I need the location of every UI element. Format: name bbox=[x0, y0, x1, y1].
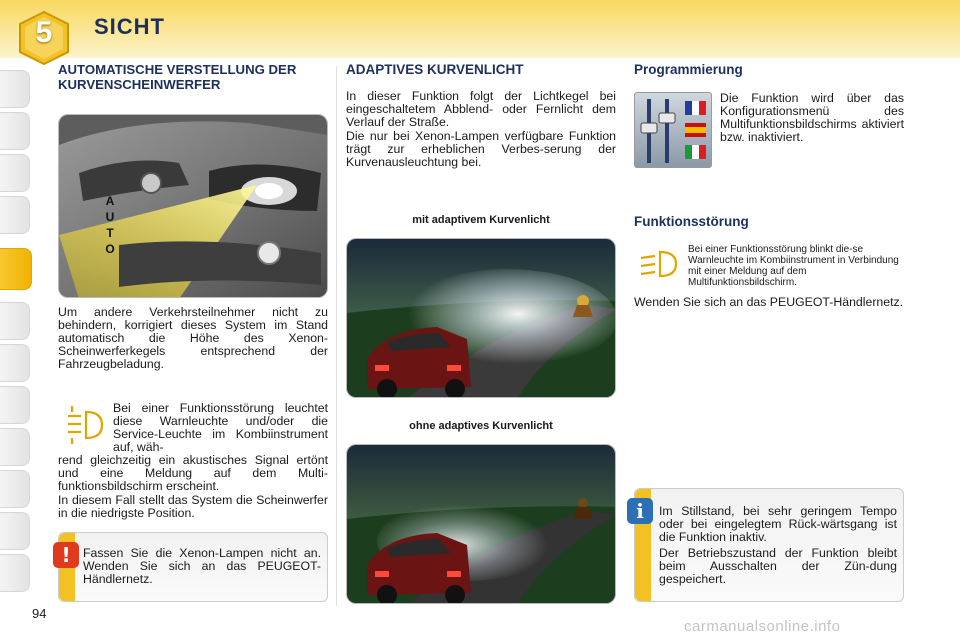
side-tab-2[interactable] bbox=[0, 112, 30, 150]
page-number: 94 bbox=[32, 606, 47, 621]
malfunction-title: Funktionsstörung bbox=[634, 214, 749, 229]
programming-text: Die Funktion wird über das Konfigurationsmenü des Multifunktionsbildschirms aktiviert bzw. inaktiviert. bbox=[720, 91, 904, 144]
flag-spain-icon bbox=[685, 123, 706, 137]
headlamp-illustration bbox=[59, 115, 328, 298]
side-tabs bbox=[0, 66, 40, 586]
caption-without-adaptive: ohne adaptives Kurvenlicht bbox=[409, 420, 553, 432]
left-paragraph-1: Um andere Verkehrsteilnehmer nicht zu behindern, korrigiert dieses System im Stand automatisch die Höhe des Xenon-Scheinwerferkegels entsprechend der Fahrzeugbeladung. bbox=[58, 305, 328, 371]
side-tab-12[interactable] bbox=[0, 554, 30, 592]
headlamp-figure bbox=[58, 114, 328, 298]
side-tab-8[interactable] bbox=[0, 386, 30, 424]
middle-paragraph-1: In dieser Funktion folgt der Lichtkegel bei eingeschaltetem Abblend- oder Fernlicht dem Verlauf der Straße. bbox=[346, 89, 616, 129]
auto-label: AUTO bbox=[105, 194, 115, 256]
warning-notice bbox=[58, 532, 328, 602]
chapter-number: 5 bbox=[35, 16, 53, 49]
side-tab-5-active[interactable] bbox=[0, 248, 32, 290]
left-section-title: AUTOMATISCHE VERSTELLUNG DER KURVENSCHEINWERFER bbox=[58, 62, 297, 92]
headlamp-leveling-warning-icon bbox=[62, 404, 106, 446]
chapter-title: SICHT bbox=[94, 14, 165, 39]
flag-italy-icon bbox=[685, 145, 706, 159]
slider-settings-icon bbox=[635, 93, 712, 168]
side-tab-3[interactable] bbox=[0, 154, 30, 192]
left-paragraph-2-tail: rend gleichzeitig ein akustisches Signal ertönt und eine Meldung auf dem Multi-funktionsbildschirm erscheint. bbox=[58, 453, 328, 493]
night-road-without-adaptive bbox=[346, 444, 616, 604]
column-divider bbox=[336, 66, 337, 606]
warning-mark: ! bbox=[53, 542, 79, 568]
info-notice-text-1: Im Stillstand, bei sehr geringem Tempo oder bei eingelegtem Rück-wärtsgang ist die Funktion inaktiv. bbox=[659, 504, 897, 544]
side-tab-9[interactable] bbox=[0, 428, 30, 466]
side-tab-7[interactable] bbox=[0, 344, 30, 382]
adaptive-lighting-warning-icon bbox=[638, 248, 680, 280]
configuration-menu-figure bbox=[634, 92, 712, 168]
left-paragraph-3: In diesem Fall stellt das System die Scheinwerfer in die niedrigste Position. bbox=[58, 493, 328, 520]
caption-with-adaptive: mit adaptivem Kurvenlicht bbox=[412, 214, 550, 226]
side-tab-11[interactable] bbox=[0, 512, 30, 550]
info-notice-text-2: Der Betriebszustand der Funktion bleibt beim Ausschalten der Zün-dung gespeichert. bbox=[659, 546, 897, 586]
programming-title: Programmierung bbox=[634, 62, 743, 77]
middle-section-title: ADAPTIVES KURVENLICHT bbox=[346, 62, 524, 77]
side-tab-6[interactable] bbox=[0, 302, 30, 340]
info-notice bbox=[634, 488, 904, 602]
watermark: carmanualsonline.info bbox=[684, 618, 841, 635]
side-tab-10[interactable] bbox=[0, 470, 30, 508]
warning-notice-text: Fassen Sie die Xenon-Lampen nicht an. Wenden Sie sich an das PEUGEOT-Händlernetz. bbox=[83, 546, 321, 586]
info-mark: i bbox=[627, 498, 653, 524]
flag-france-icon bbox=[685, 101, 706, 115]
left-paragraph-2-head: Bei einer Funktionsstörung leuchtet diese Warnleuchte und/oder die Service-Leuchte im Kombiinstrument auf, wäh- bbox=[113, 401, 328, 454]
side-tab-4[interactable] bbox=[0, 196, 30, 234]
malfunction-text: Wenden Sie sich an das PEUGEOT-Händlernetz. bbox=[634, 295, 904, 309]
middle-paragraph-2: Die nur bei Xenon-Lampen verfügbare Funktion trägt zur erheblichen Verbes-serung der Kurvenausleuchtung bei. bbox=[346, 129, 616, 169]
side-tab-1[interactable] bbox=[0, 70, 30, 108]
malfunction-small-text: Bei einer Funktionsstörung blinkt die-se Warnleuchte im Kombiinstrument in Verbindung mit einer Meldung auf dem Multifunktionsbildschirm. bbox=[688, 244, 899, 288]
night-road-with-adaptive bbox=[346, 238, 616, 398]
